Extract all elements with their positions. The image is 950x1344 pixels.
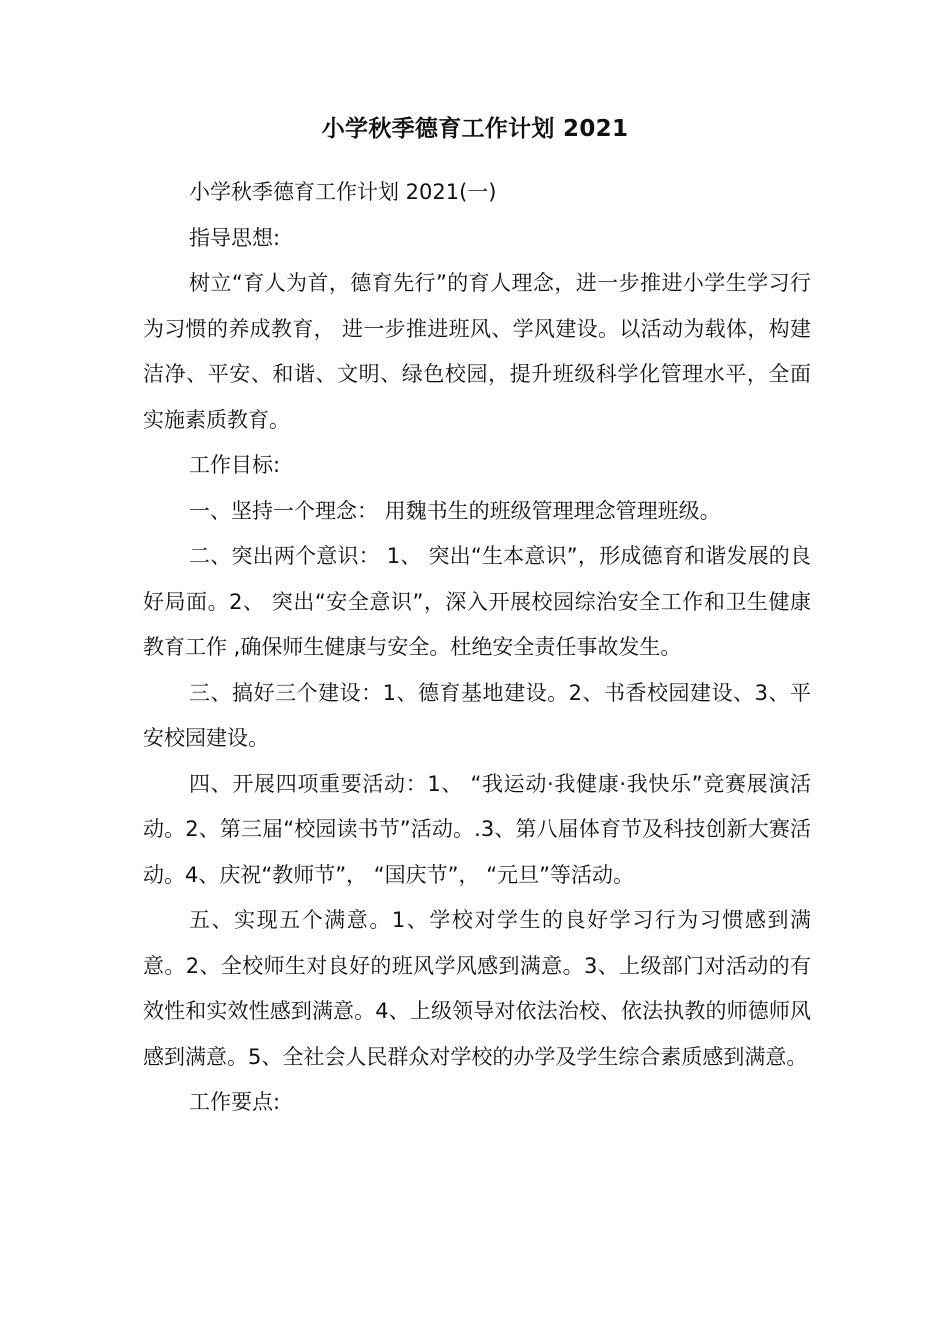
document-title: 小学秋季德育工作计划 2021	[321, 116, 629, 142]
section-heading: 小学秋季德育工作计划 2021(一)	[189, 180, 497, 204]
goal-one-paragraph: 一、坚持一个理念： 用魏书生的班级管理理念管理班级。	[189, 498, 721, 523]
goal-four-paragraph: 四、开展四项重要活动：1、 “我运动·我健康·我快乐”竞赛展演活动。2、第三届“校园读书节”活动。.3、第八届体育节及科技创新大赛活动。4、庆祝“教师节”， “国庆节”， “元旦”等活动。	[143, 771, 811, 887]
goal-three-paragraph: 三、搞好三个建设：1、德育基地建设。2、书香校园建设、3、平安校园建设。	[143, 680, 811, 750]
document-body	[143, 170, 811, 1126]
goal-five-paragraph: 五、实现五个满意。1、学校对学生的良好学习行为习惯感到满意。2、全校师生对良好的班风学风感到满意。3、上级部门对活动的有效性和实效性感到满意。4、上级领导对依法治校、依法执教的师德师风感到满意。5、全社会人民群众对学校的办学及学生综合素质感到满意。	[143, 908, 811, 1069]
guiding-ideology-paragraph: 树立“育人为首，德育先行”的育人理念，进一步推进小学生学习行为习惯的养成教育， 进一步推进班风、学风建设。以活动为载体，构建洁净、平安、和谐、文明、绿色校园，提升班级科学化管理水平，全面实施素质教育。	[143, 271, 811, 432]
work-goals-label: 工作目标:	[189, 453, 281, 477]
guiding-ideology-label: 指导思想:	[189, 225, 281, 250]
goal-two-paragraph: 二、突出两个意识： 1、 突出“生本意识”，形成德育和谐发展的良好局面。2、 突出“安全意识”，深入开展校园综治安全工作和卫生健康教育工作 ,确保师生健康与安全。杜绝安全责任事故发生。	[143, 544, 811, 659]
work-points-label: 工作要点:	[189, 1090, 281, 1114]
